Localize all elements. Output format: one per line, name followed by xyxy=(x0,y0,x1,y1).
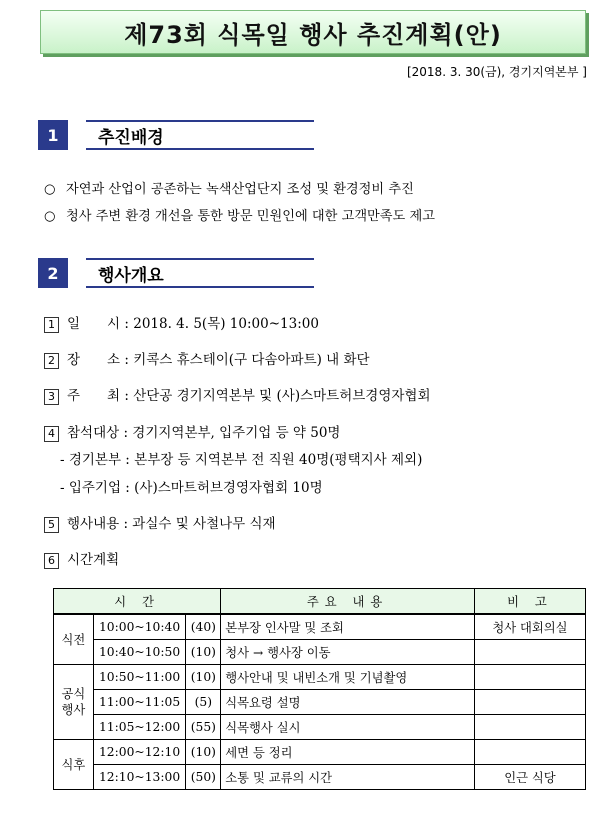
attendee-sub-item: - 경기본부 : 본부장 등 지역본부 전 직원 40명(평택지사 제외) xyxy=(60,452,423,468)
item-number-box: 3 xyxy=(44,389,59,405)
item-number-box: 1 xyxy=(44,317,59,333)
section-1-number: 1 xyxy=(38,120,68,150)
note-cell: 청사 대회의실 xyxy=(474,614,585,640)
note-cell xyxy=(474,740,585,765)
attendee-sub-item: - 입주기업 : (사)스마트허브경영자협회 10명 xyxy=(60,480,323,496)
category-cell xyxy=(54,665,94,740)
date-line: [2018. 3. 30(금), 경기지역본부 ] xyxy=(406,65,587,79)
note-cell xyxy=(474,640,585,665)
table-row xyxy=(54,640,586,665)
content-cell: 식목요령 설명 xyxy=(221,690,475,715)
content-cell: 소통 및 교류의 시간 xyxy=(221,765,475,790)
time-cell: 10:50~11:00 xyxy=(93,665,186,690)
table-row xyxy=(54,614,586,640)
overview-item-date xyxy=(44,312,319,333)
header-content: 주요 내용 xyxy=(221,589,475,615)
section-2-title: 행사개요 xyxy=(86,258,314,288)
item-label: 주 최 xyxy=(67,388,121,404)
item-label: 참석대상 xyxy=(67,425,120,441)
bullet-text: 청사 주변 환경 개선을 통한 방문 민원인에 대한 고객만족도 제고 xyxy=(66,209,435,224)
duration-cell: (5) xyxy=(186,690,221,715)
table-row xyxy=(54,765,586,790)
category-label: 공식 xyxy=(61,687,86,701)
header-time: 시 간 xyxy=(54,589,221,615)
section-2-header xyxy=(38,258,314,288)
note-cell xyxy=(474,665,585,690)
category-cell xyxy=(54,614,94,665)
item-number-box: 2 xyxy=(44,353,59,369)
bullet-mark: ○ xyxy=(44,209,56,224)
time-cell: 10:00~10:40 xyxy=(93,614,186,640)
bullet-item xyxy=(44,178,414,197)
time-cell: 11:00~11:05 xyxy=(93,690,186,715)
item-number-box: 4 xyxy=(44,426,59,442)
title-banner xyxy=(40,10,586,54)
overview-item-schedule xyxy=(44,548,119,569)
table-row xyxy=(54,740,586,765)
note-cell: 인근 식당 xyxy=(474,765,585,790)
duration-cell: (10) xyxy=(186,740,221,765)
item-label: 시간계획 xyxy=(67,552,120,568)
content-cell: 행사안내 및 내빈소개 및 기념촬영 xyxy=(221,665,475,690)
note-cell xyxy=(474,715,585,740)
time-cell: 10:40~10:50 xyxy=(93,640,186,665)
table-row xyxy=(54,690,586,715)
schedule-header-row xyxy=(54,589,586,615)
item-label: 행사내용 xyxy=(67,516,120,532)
content-cell: 세면 등 정리 xyxy=(221,740,475,765)
item-value: : 산단공 경기지역본부 및 (사)스마트허브경영자협회 xyxy=(124,388,431,404)
time-cell: 11:05~12:00 xyxy=(93,715,186,740)
time-cell: 12:10~13:00 xyxy=(93,765,186,790)
section-1-header xyxy=(38,120,314,150)
content-cell: 식목행사 실시 xyxy=(221,715,475,740)
note-cell xyxy=(474,690,585,715)
bullet-item xyxy=(44,205,435,224)
content-cell: 본부장 인사말 및 조회 xyxy=(221,614,475,640)
document-title: 제73회 식목일 행사 추진계획(안) xyxy=(124,20,502,49)
table-row xyxy=(54,715,586,740)
section-2-number: 2 xyxy=(38,258,68,288)
time-cell: 12:00~12:10 xyxy=(93,740,186,765)
duration-cell: (10) xyxy=(186,640,221,665)
category-label: 식전 xyxy=(61,632,86,647)
item-label: 장 소 xyxy=(67,352,121,368)
item-number-box: 6 xyxy=(44,553,59,569)
content-cell: 청사 → 행사장 이동 xyxy=(221,640,475,665)
item-value: : 경기지역본부, 입주기업 등 약 50명 xyxy=(123,425,341,441)
overview-item-host xyxy=(44,384,431,405)
item-number-box: 5 xyxy=(44,517,59,533)
item-value: : 2018. 4. 5(목) 10:00~13:00 xyxy=(124,316,319,332)
duration-cell: (55) xyxy=(186,715,221,740)
duration-cell: (10) xyxy=(186,665,221,690)
overview-item-place xyxy=(44,348,370,369)
schedule-table xyxy=(53,588,586,790)
duration-cell: (50) xyxy=(186,765,221,790)
item-value: : 키콕스 휴스테이(구 다솜아파트) 내 화단 xyxy=(124,352,370,368)
overview-item-attendees xyxy=(44,421,340,442)
item-label: 일 시 xyxy=(67,316,121,332)
category-label: 행사 xyxy=(61,703,86,717)
section-1-title: 추진배경 xyxy=(86,120,314,150)
bullet-text: 자연과 산업이 공존하는 녹색산업단지 조성 및 환경정비 추진 xyxy=(66,182,414,197)
table-row xyxy=(54,665,586,690)
category-cell xyxy=(54,740,94,790)
header-note: 비 고 xyxy=(474,589,585,615)
bullet-mark: ○ xyxy=(44,182,56,197)
item-value: : 과실수 및 사철나무 식재 xyxy=(123,516,276,532)
category-label: 식후 xyxy=(61,757,86,772)
overview-item-content xyxy=(44,512,276,533)
duration-cell: (40) xyxy=(186,614,221,640)
